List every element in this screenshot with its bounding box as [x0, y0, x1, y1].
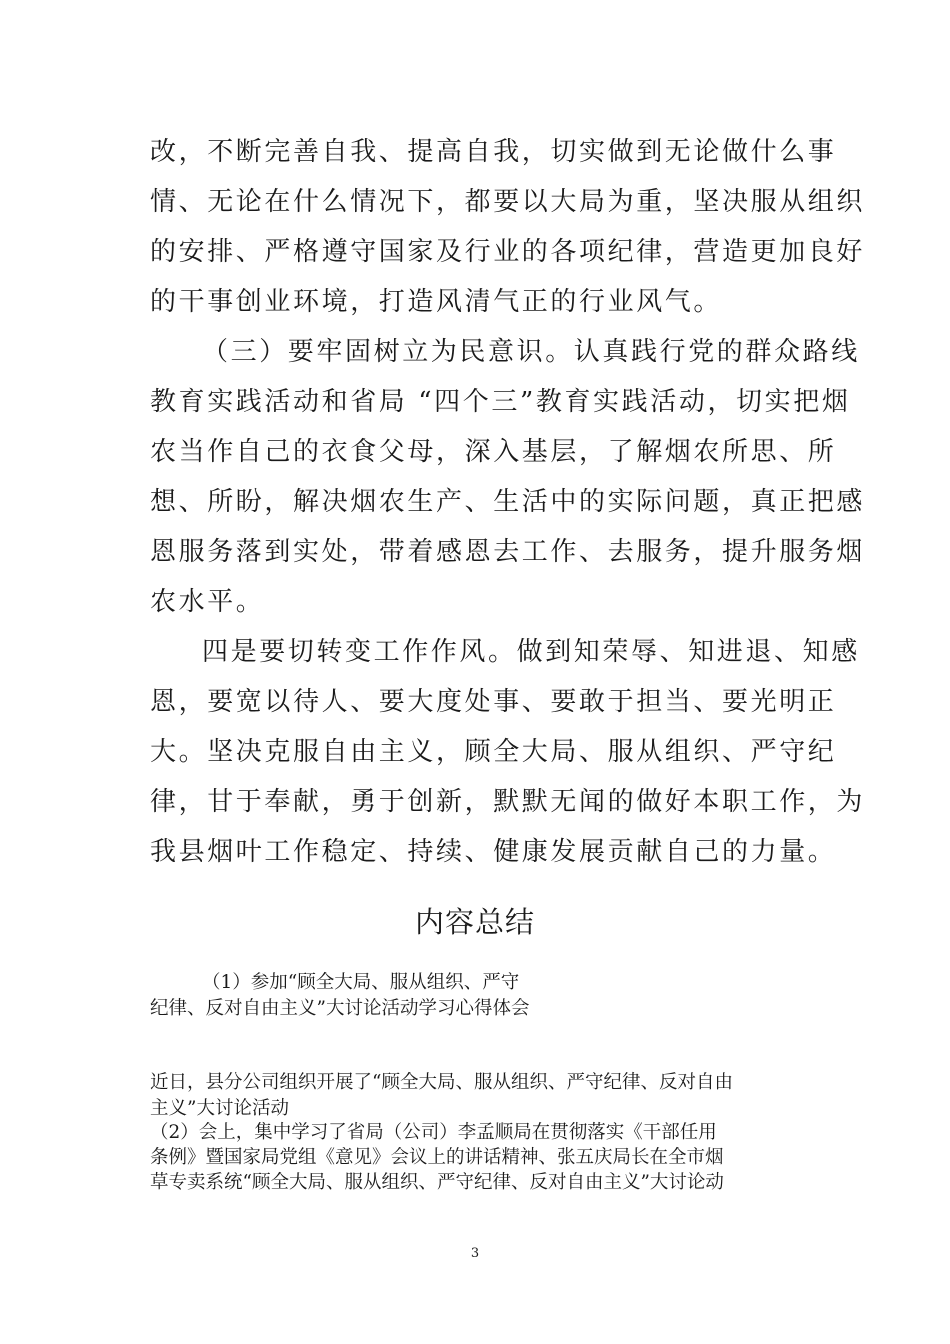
body-line: （三）要牢固树立为民意识。认真践行党的群众路线 — [202, 337, 860, 367]
body-line: 情、无论在什么情况下，都要以大局为重，坚决服从组织 — [150, 187, 866, 217]
summary-line: 草专卖系统“顾全大局、服从组织、严守纪律、反对自由主义”大讨论动 — [150, 1172, 724, 1193]
body-line: 农水平。 — [150, 587, 265, 617]
summary-line: （2）会上，集中学习了省局（公司）李孟顺局在贯彻落实《干部任用 — [150, 1122, 717, 1143]
body-line: 律，甘于奉献，勇于创新，默默无闻的做好本职工作，为 — [150, 787, 866, 817]
summary-line: 条例》暨国家局党组《意见》会议上的讲话精神、张五庆局长在全市烟 — [150, 1147, 724, 1168]
body-line: 的安排、严格遵守国家及行业的各项纪律，营造更加良好 — [150, 237, 866, 267]
body-line: 的干事创业环境，打造风清气正的行业风气。 — [150, 287, 723, 317]
summary-line: 主义”大讨论活动 — [150, 1098, 289, 1119]
body-line: 恩，要宽以待人、要大度处事、要敢于担当、要光明正 — [150, 687, 837, 717]
body-line: 大。坚决克服自由主义，顾全大局、服从组织、严守纪 — [150, 737, 837, 767]
summary-line: 纪律、反对自由主义”大讨论活动学习心得体会 — [150, 998, 530, 1019]
body-line: 教育实践活动和省局 “四个三”教育实践活动，切实把烟 — [150, 387, 851, 417]
body-line: 想、所盼，解决烟农生产、生活中的实际问题，真正把感 — [150, 487, 866, 517]
page-number: 3 — [470, 1246, 480, 1261]
body-line: 我县烟叶工作稳定、持续、健康发展贡献自己的力量。 — [150, 837, 837, 867]
summary-heading: 内容总结 — [414, 905, 535, 939]
body-line: 农当作自己的衣食父母，深入基层，了解烟农所思、所 — [150, 437, 837, 467]
body-line: 恩服务落到实处，带着感恩去工作、去服务，提升服务烟 — [150, 537, 866, 567]
body-line: 四是要切转变工作作风。做到知荣辱、知进退、知感 — [202, 637, 860, 667]
body-line: 改，不断完善自我、提高自我，切实做到无论做什么事 — [150, 137, 837, 167]
summary-line: （1）参加“顾全大局、服从组织、严守 — [202, 972, 520, 993]
summary-line: 近日，县分公司组织开展了“顾全大局、服从组织、严守纪律、反对自由 — [150, 1072, 733, 1093]
